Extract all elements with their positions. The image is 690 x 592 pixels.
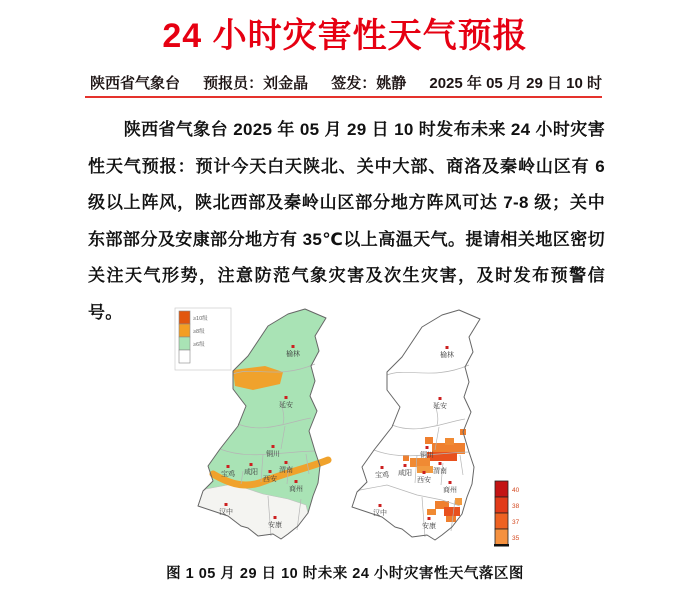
wind-gust-map xyxy=(163,306,363,556)
temp-legend-baseline xyxy=(494,544,509,547)
city-marker xyxy=(426,446,429,449)
city-marker xyxy=(285,461,288,464)
wind-legend-label: ≥10级 xyxy=(193,316,208,322)
city-marker xyxy=(225,503,228,506)
temp-map-body xyxy=(352,310,480,540)
city-label: 咸阳 xyxy=(244,469,258,476)
city-label: 铜川 xyxy=(266,451,280,458)
figure-caption: 图 1 05 月 29 日 10 时未来 24 小时灾害性天气落区图 xyxy=(166,566,524,582)
temp-legend-label: 40 xyxy=(512,487,520,494)
city-marker xyxy=(446,346,449,349)
forecast-paragraph: 陕西省气象台 2025 年 05 月 29 日 10 时发布未来 24 小时灾害性天气预报：预计今天白天陕北、关中大部、商洛及秦岭山区有 6 级以上阵风，陕北西部及秦岭山区部分地方阵风可达 7-8 级；关中东部部分及安康部分地方有 35℃以上高温天气。提请相关地区密切关注天气形势，注意防范气象灾害及次生灾害，及时发布预警信号。 xyxy=(88,120,605,322)
temp-legend xyxy=(494,481,520,547)
city-label: 商州 xyxy=(443,487,457,494)
province-outline-fill xyxy=(352,310,480,540)
page-title: 24 小时灾害性天气预报 xyxy=(162,17,528,55)
high-temp-map xyxy=(337,306,552,556)
city-label: 宝鸡 xyxy=(221,471,235,478)
temp-legend-segment xyxy=(495,497,508,513)
city-label: 汉中 xyxy=(219,509,233,516)
city-label: 西安 xyxy=(417,477,431,484)
city-marker xyxy=(404,464,407,467)
city-label: 榆林 xyxy=(440,352,454,359)
station-name: 陕西省气象台 xyxy=(90,75,181,92)
city-marker xyxy=(439,397,442,400)
red-divider xyxy=(85,96,602,98)
city-marker xyxy=(250,463,253,466)
signer-name: 签发：姚静 xyxy=(331,75,407,92)
city-marker xyxy=(292,345,295,348)
wind-legend xyxy=(175,308,231,370)
city-label: 汉中 xyxy=(373,510,387,517)
temp-legend-label: 37 xyxy=(512,519,520,526)
city-label: 延安 xyxy=(279,402,293,409)
city-marker xyxy=(423,471,426,474)
city-label: 西安 xyxy=(263,476,277,483)
wind-legend-label: ≥8级 xyxy=(193,329,205,335)
city-label: 铜川 xyxy=(420,452,434,459)
city-marker xyxy=(295,480,298,483)
wind-legend-swatch xyxy=(179,324,190,337)
city-label: 渭南 xyxy=(279,467,293,474)
temp-legend-segment xyxy=(495,529,508,545)
issue-datetime: 2025 年 05 月 29 日 10 时 xyxy=(429,75,602,92)
wind-legend-label: ≥6级 xyxy=(193,342,205,348)
temp-legend-segment xyxy=(495,481,508,497)
city-label: 商州 xyxy=(289,486,303,493)
temp-legend-label: 35 xyxy=(512,535,520,542)
city-marker xyxy=(274,516,277,519)
city-marker xyxy=(285,396,288,399)
city-marker xyxy=(269,470,272,473)
city-marker xyxy=(272,445,275,448)
wind-legend-swatch xyxy=(179,337,190,350)
city-marker xyxy=(379,504,382,507)
city-marker xyxy=(227,465,230,468)
wind-legend-swatch xyxy=(179,350,190,363)
temp-legend-label: 38 xyxy=(512,503,520,510)
city-label: 安康 xyxy=(422,523,436,530)
meta-row xyxy=(90,72,602,93)
city-label: 咸阳 xyxy=(398,470,412,477)
city-label: 安康 xyxy=(268,522,282,529)
city-marker xyxy=(428,517,431,520)
city-label: 延安 xyxy=(433,403,447,410)
city-marker xyxy=(439,462,442,465)
city-marker xyxy=(381,466,384,469)
city-label: 榆林 xyxy=(286,351,300,358)
maps-row xyxy=(0,306,690,562)
city-label: 渭南 xyxy=(433,468,447,475)
wind-legend-swatch xyxy=(179,311,190,324)
temp-legend-segment xyxy=(495,513,508,529)
forecaster-name: 预报员：刘金晶 xyxy=(203,75,309,92)
city-label: 宝鸡 xyxy=(375,472,389,479)
city-marker xyxy=(449,481,452,484)
